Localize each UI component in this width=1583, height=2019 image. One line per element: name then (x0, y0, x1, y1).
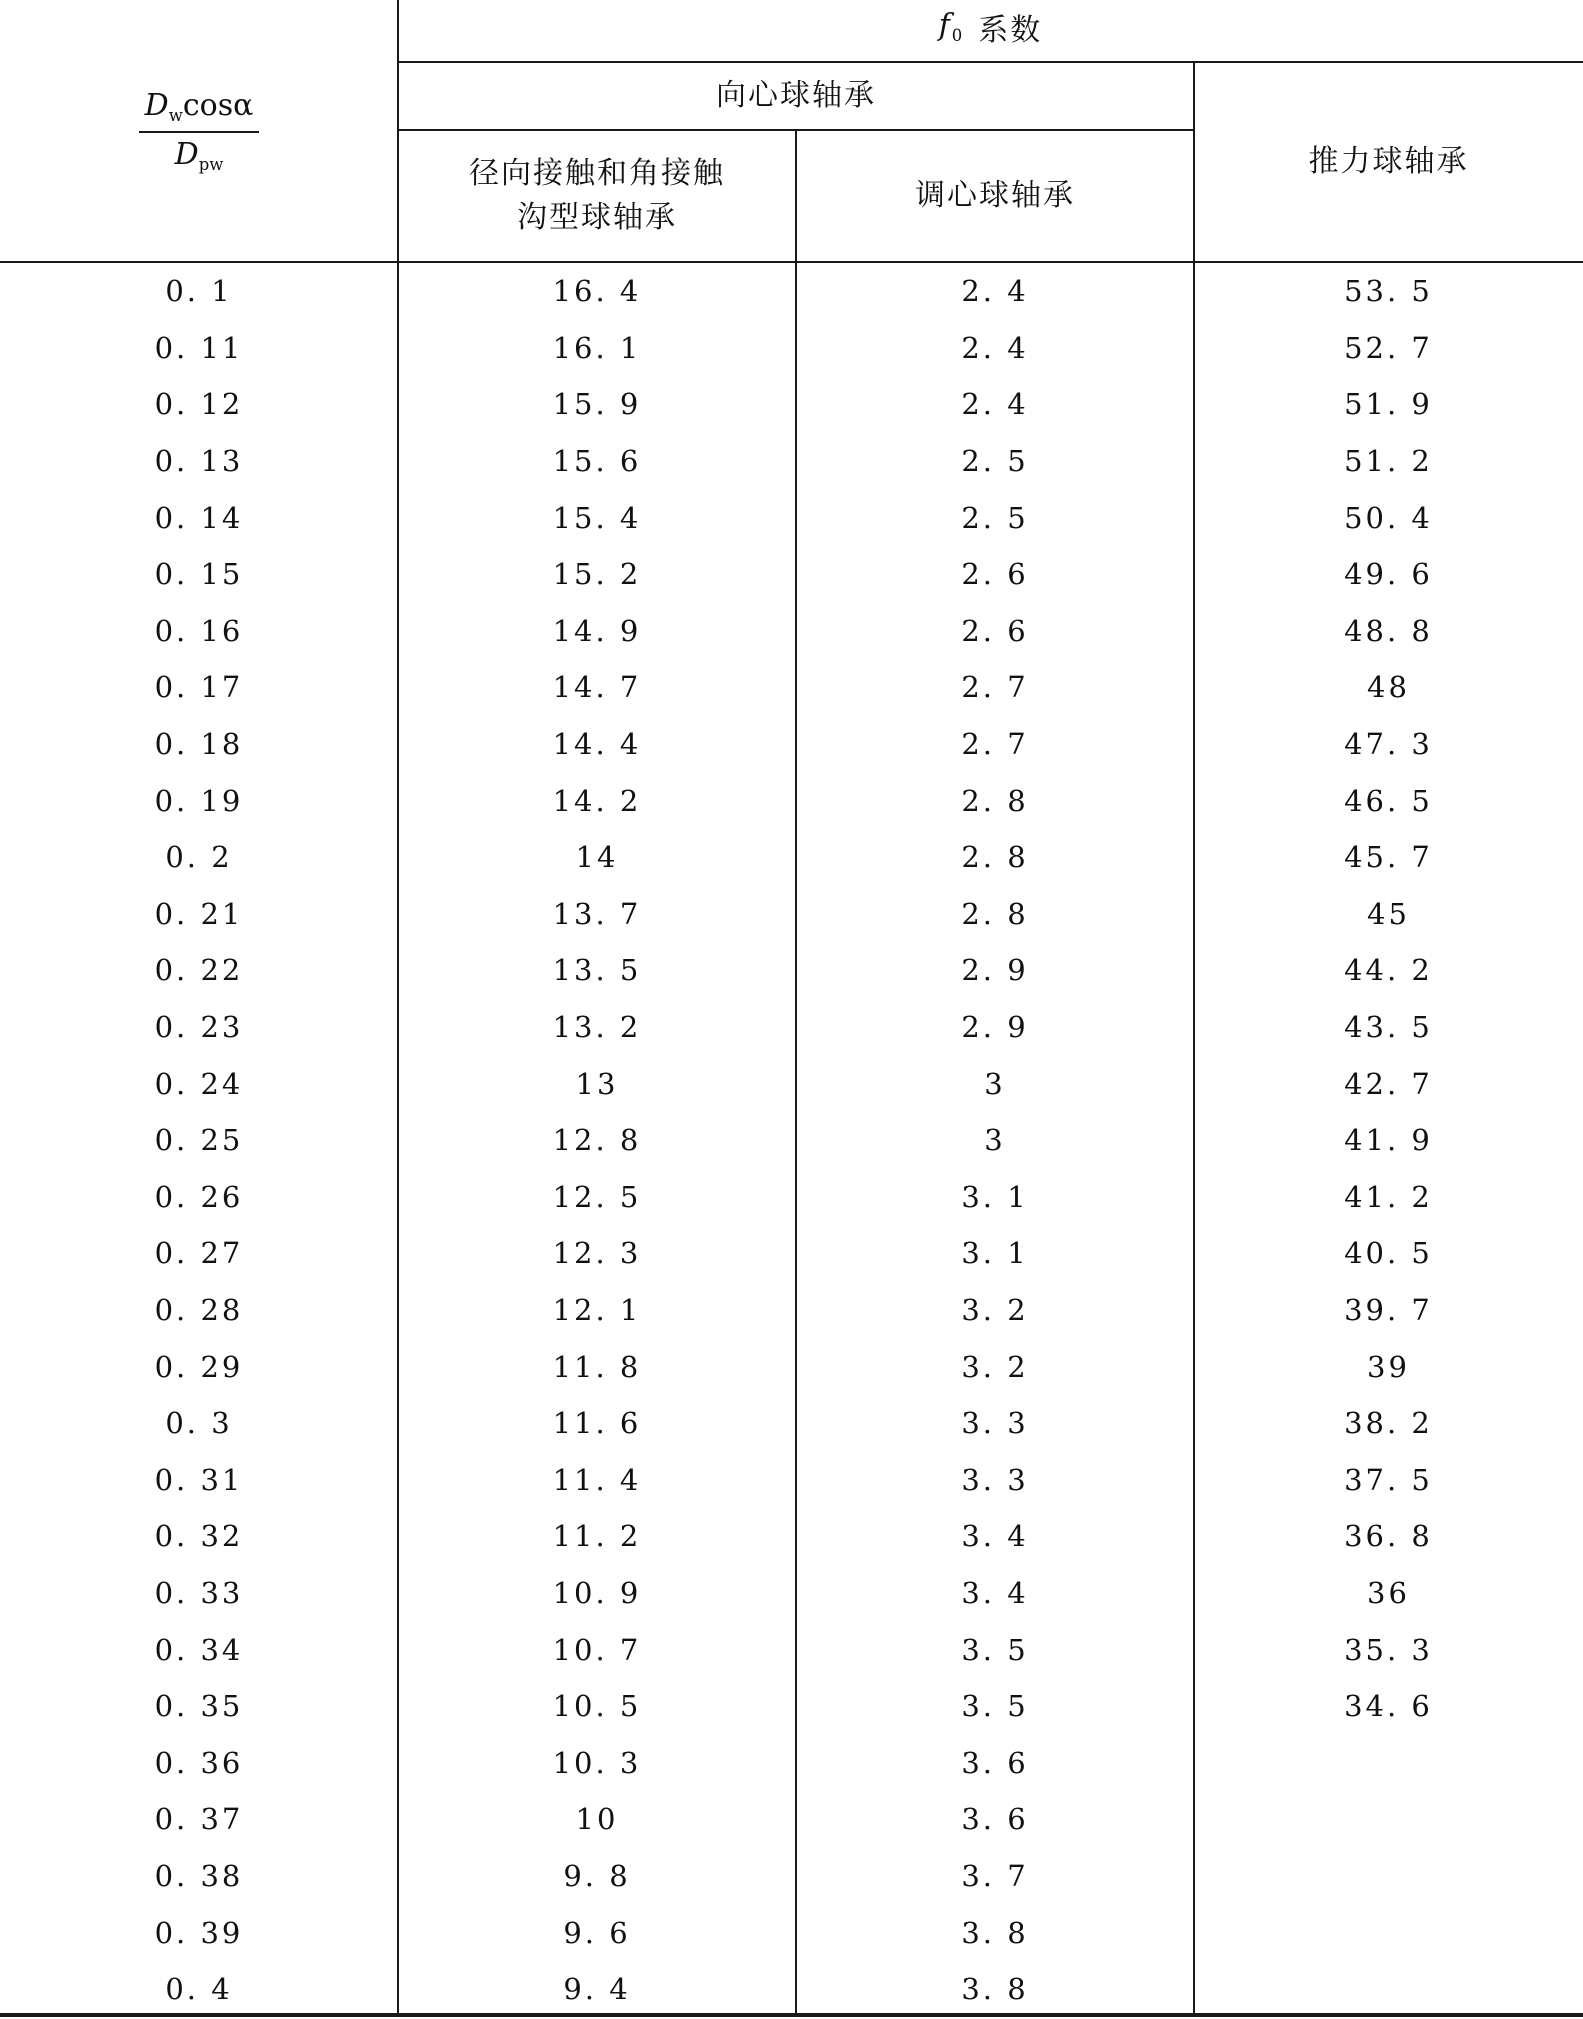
cell-self-aligning: 2. 6 (961, 613, 1029, 648)
cell-self-aligning: 3. 2 (961, 1349, 1029, 1384)
cell-thrust (1194, 1904, 1583, 1961)
header-col-thrust (1194, 62, 1583, 262)
cell-ratio: 0. 18 (154, 727, 244, 762)
cell-radial: 12. 8 (552, 1123, 642, 1158)
cell-thrust: 34. 6 (1344, 1689, 1433, 1724)
rule-under-f0 (398, 61, 1583, 63)
cell-radial: 13. 5 (552, 953, 642, 988)
cell-radial: 11. 6 (552, 1406, 642, 1441)
cell-thrust: 49. 6 (1344, 557, 1433, 592)
cell-ratio: 0. 24 (154, 1066, 244, 1101)
cell-ratio: 0. 22 (154, 953, 244, 988)
cell-self-aligning: 2. 9 (961, 1010, 1029, 1045)
cell-radial: 10. 9 (552, 1576, 642, 1611)
f0-symbol (939, 4, 965, 58)
cell-self-aligning: 2. 7 (961, 727, 1029, 762)
cell-self-aligning: 3. 6 (961, 1802, 1029, 1837)
cell-radial: 14. 7 (552, 670, 642, 705)
cell-ratio: 0. 25 (154, 1123, 244, 1158)
cell-ratio: 0. 16 (154, 613, 244, 648)
cell-ratio: 0. 29 (154, 1349, 244, 1384)
cell-self-aligning: 3 (984, 1123, 1006, 1158)
cell-ratio: 0. 34 (154, 1632, 244, 1667)
cell-self-aligning: 3. 3 (961, 1462, 1029, 1497)
cell-ratio: 0. 39 (154, 1915, 244, 1950)
cell-thrust: 51. 2 (1344, 444, 1433, 479)
cell-radial: 14 (575, 840, 619, 875)
cell-radial: 10. 7 (552, 1632, 642, 1667)
cell-thrust (1194, 1848, 1583, 1905)
cell-radial: 11. 2 (552, 1519, 642, 1554)
ratio-numerator (139, 88, 260, 133)
cell-self-aligning: 3. 5 (961, 1689, 1029, 1724)
cell-ratio: 0. 17 (154, 670, 244, 705)
cell-ratio: 0. 4 (165, 1972, 233, 2007)
cell-ratio: 0. 33 (154, 1576, 244, 1611)
cell-thrust: 42. 7 (1344, 1066, 1433, 1101)
cell-ratio: 0. 37 (154, 1802, 244, 1837)
cell-thrust: 50. 4 (1344, 500, 1433, 535)
cell-radial: 13 (575, 1066, 619, 1101)
cell-self-aligning: 3 (984, 1066, 1006, 1101)
cell-radial: 15. 6 (552, 444, 642, 479)
cell-thrust (1194, 1735, 1583, 1792)
cell-thrust: 53. 5 (1344, 274, 1433, 309)
denominator-subscript: pw (198, 154, 224, 174)
cell-thrust: 51. 9 (1344, 387, 1433, 422)
cell-thrust: 35. 3 (1344, 1632, 1433, 1667)
cell-ratio: 0. 12 (154, 387, 244, 422)
cell-ratio: 0. 27 (154, 1236, 244, 1271)
cell-ratio: 0. 21 (154, 896, 244, 931)
cell-thrust: 41. 9 (1344, 1123, 1433, 1158)
cell-ratio: 0. 15 (154, 557, 244, 592)
col-thrust-label: 推力球轴承 (1308, 144, 1469, 179)
cell-radial: 14. 9 (552, 613, 642, 648)
cell-thrust: 43. 5 (1344, 1010, 1433, 1045)
cell-radial: 12. 5 (552, 1179, 642, 1214)
col-self-aligning-label: 调心球轴承 (915, 178, 1075, 213)
cell-thrust: 41. 2 (1344, 1179, 1433, 1214)
cell-ratio: 0. 28 (154, 1293, 244, 1328)
cell-self-aligning: 2. 6 (961, 557, 1029, 592)
cell-thrust: 44. 2 (1344, 953, 1433, 988)
header-radial-group (398, 62, 1194, 130)
cell-radial: 13. 7 (552, 896, 642, 931)
cell-radial: 15. 4 (552, 500, 642, 535)
cell-self-aligning: 3. 1 (961, 1179, 1029, 1214)
cell-radial: 11. 4 (552, 1462, 642, 1497)
cell-thrust: 37. 5 (1344, 1462, 1433, 1497)
cell-self-aligning: 2. 8 (961, 840, 1029, 875)
cell-self-aligning: 3. 1 (961, 1236, 1029, 1271)
cell-ratio: 0. 14 (154, 500, 244, 535)
ratio-fraction (139, 88, 260, 174)
cell-radial: 15. 2 (552, 557, 642, 592)
col-radial-line2: 沟型球轴承 (517, 200, 677, 235)
header-col-radial (398, 130, 796, 262)
cell-thrust: 52. 7 (1344, 330, 1433, 365)
cell-ratio: 0. 13 (154, 444, 244, 479)
cell-self-aligning: 3. 2 (961, 1293, 1029, 1328)
cell-radial: 12. 1 (552, 1293, 642, 1328)
cell-self-aligning: 3. 4 (961, 1519, 1029, 1554)
cell-self-aligning: 2. 4 (961, 274, 1029, 309)
cell-ratio: 0. 23 (154, 1010, 244, 1045)
cell-self-aligning: 2. 4 (961, 387, 1029, 422)
col-radial-line1: 径向接触和角接触 (469, 156, 725, 191)
cell-ratio: 0. 3 (165, 1406, 233, 1441)
cell-radial: 10 (575, 1802, 619, 1837)
cell-ratio: 0. 1 (165, 274, 233, 309)
f0-subscript: 0 (951, 25, 965, 45)
cell-thrust: 48 (1367, 670, 1410, 705)
cell-self-aligning: 3. 5 (961, 1632, 1029, 1667)
cell-self-aligning: 2. 8 (961, 896, 1029, 931)
cell-radial: 16. 1 (552, 330, 642, 365)
cell-self-aligning: 3. 3 (961, 1406, 1029, 1441)
header-f0-group (398, 0, 1583, 62)
cell-radial: 9. 4 (563, 1972, 631, 2007)
cell-self-aligning: 2. 9 (961, 953, 1029, 988)
cell-self-aligning: 3. 4 (961, 1576, 1029, 1611)
header-ratio-cell (0, 0, 398, 262)
cell-ratio: 0. 31 (154, 1462, 244, 1497)
cell-self-aligning: 2. 7 (961, 670, 1029, 705)
cell-ratio: 0. 2 (165, 840, 233, 875)
cell-thrust: 36. 8 (1344, 1519, 1433, 1554)
cell-radial: 9. 6 (563, 1915, 631, 1950)
cell-ratio: 0. 19 (154, 783, 244, 818)
radial-group-label: 向心球轴承 (716, 78, 876, 113)
cell-self-aligning: 3. 8 (961, 1972, 1029, 2007)
cell-self-aligning: 3. 6 (961, 1745, 1029, 1780)
cell-radial: 14. 2 (552, 783, 642, 818)
cell-radial: 12. 3 (552, 1236, 642, 1271)
denominator-symbol: D (174, 137, 199, 172)
f0-letter: f (938, 8, 952, 44)
cell-ratio: 0. 11 (154, 330, 244, 365)
cell-self-aligning: 2. 4 (961, 330, 1029, 365)
numerator-symbol: D (144, 88, 169, 124)
cell-self-aligning: 2. 8 (961, 783, 1029, 818)
cell-self-aligning: 2. 5 (961, 500, 1029, 535)
cell-thrust: 48. 8 (1344, 613, 1433, 648)
cell-thrust: 39 (1367, 1349, 1410, 1384)
cell-self-aligning: 3. 8 (961, 1915, 1029, 1950)
cell-thrust: 45 (1367, 896, 1410, 931)
cell-ratio: 0. 38 (154, 1859, 244, 1894)
cell-thrust: 36 (1367, 1576, 1410, 1611)
header-col-self-aligning (796, 130, 1194, 262)
cell-thrust: 38. 2 (1344, 1406, 1433, 1441)
cell-radial: 11. 8 (552, 1349, 642, 1384)
cell-ratio: 0. 32 (154, 1519, 244, 1554)
cell-radial: 10. 3 (552, 1745, 642, 1780)
cell-radial: 13. 2 (552, 1010, 642, 1045)
numerator-tail: cosα (182, 88, 254, 124)
cell-self-aligning: 2. 5 (961, 444, 1029, 479)
cell-radial: 10. 5 (552, 1689, 642, 1724)
cell-ratio: 0. 35 (154, 1689, 244, 1724)
cell-self-aligning: 3. 7 (961, 1859, 1029, 1894)
cell-thrust: 40. 5 (1344, 1236, 1433, 1271)
cell-thrust: 47. 3 (1344, 727, 1433, 762)
cell-radial: 14. 4 (552, 727, 642, 762)
cell-thrust: 46. 5 (1344, 783, 1433, 818)
cell-thrust: 39. 7 (1344, 1293, 1433, 1328)
cell-ratio: 0. 36 (154, 1745, 244, 1780)
numerator-subscript: w (168, 106, 183, 125)
ratio-denominator (175, 133, 224, 174)
cell-thrust (1194, 1791, 1583, 1848)
cell-thrust: 45. 7 (1344, 840, 1433, 875)
cell-ratio: 0. 26 (154, 1179, 244, 1214)
cell-radial: 16. 4 (552, 274, 642, 309)
cell-radial: 9. 8 (563, 1859, 631, 1894)
cell-thrust (1194, 1961, 1583, 2018)
f0-group-text: 系数 (978, 13, 1043, 48)
cell-radial: 15. 9 (552, 387, 642, 422)
